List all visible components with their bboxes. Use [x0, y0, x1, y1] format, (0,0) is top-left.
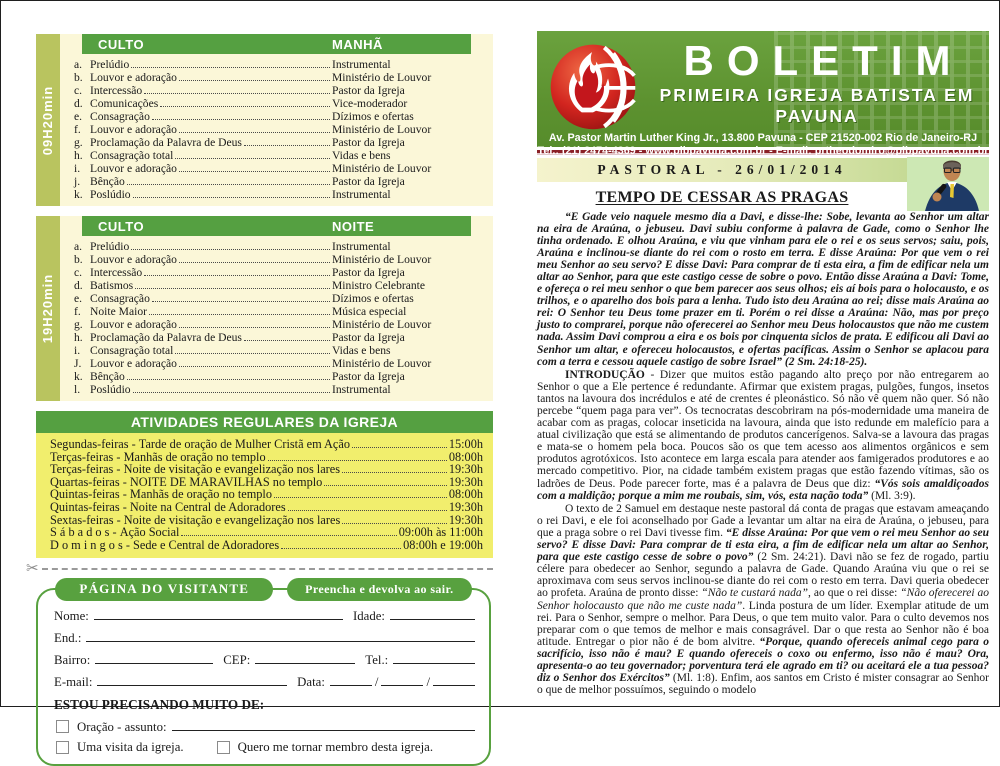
dotted-leader	[144, 84, 330, 94]
dotted-leader	[274, 488, 447, 498]
activity-separator: -	[113, 462, 124, 477]
dotted-leader	[175, 149, 330, 159]
service-panel	[60, 216, 493, 401]
service-row	[60, 318, 493, 331]
activity-day: Quintas-feiras	[50, 499, 120, 514]
service-row	[60, 136, 493, 149]
activity-separator: -	[119, 499, 130, 514]
activity-separator: -	[109, 525, 120, 540]
service-header	[82, 216, 471, 236]
service-header	[82, 34, 471, 54]
text-segment: (2 Sm. 24:21). Davi não se fez de rogado, partiu célere para obedecer ao Senhor, segundo a palavra de Gade. Quando Araúna viu que o rei se aproximava com seus servos inclinou-se diante do rei com o resto em terra. Davi queria obedecer ao profeta. Araúna de pronto disse:	[537, 551, 989, 600]
activity-description: Noite na Central de Adoradores	[129, 499, 286, 514]
activity-separator: -	[113, 512, 124, 527]
visitor-form-title: PÁGINA DO VISITANTE	[55, 578, 273, 601]
activity-description: Noite de visitação e evangelização nos lares	[123, 462, 341, 477]
service-row-letter: c.	[74, 266, 83, 279]
service-row-item: Louvor e adoração	[90, 123, 177, 136]
dotted-leader	[133, 383, 330, 393]
service-row-item: Intercessão	[90, 266, 143, 279]
form-row-prayer	[54, 718, 475, 735]
scissors-icon: ✂	[26, 560, 39, 577]
needs-title: ESTOU PRECISANDO MUITO DE:	[54, 697, 265, 713]
service-row-letter: k.	[74, 370, 83, 383]
service-row-item: Louvor e adoração	[90, 71, 177, 84]
text-segment: (Ml. 1:8). Enfim, aos santos em Cristo é mister consagrar ao Senhor o que de melhor possuímos, seguindo o modelo	[537, 672, 989, 697]
activity-day: Terças-feiras	[50, 462, 114, 477]
service-row-assignee: Instrumental	[332, 240, 391, 253]
prayer-checkbox[interactable]	[56, 720, 69, 733]
church-address: Av. Pastor Martin Luther King Jr., 13.800 Pavuna - CEP 21520-002 Rio de Janeiro-RJ	[548, 132, 978, 144]
service-row-item: Consagração	[90, 292, 150, 305]
visitor-form-tabs	[38, 578, 489, 601]
membership-label: Quero me tornar membro desta igreja.	[237, 740, 434, 755]
service-row-item: Batismos	[90, 279, 134, 292]
activity-row	[50, 438, 483, 451]
service-header-culto: CULTO	[98, 218, 145, 234]
service-row-assignee: Música especial	[332, 305, 407, 318]
service-row-item: Consagração total	[90, 149, 174, 162]
activity-time: 08:00h	[448, 449, 483, 464]
activities-title: ATIVIDADES REGULARES DA IGREJA	[36, 411, 493, 433]
activity-description: Ação Social	[119, 525, 180, 540]
dotted-leader	[268, 451, 447, 461]
service-row	[60, 58, 493, 71]
dotted-leader	[324, 476, 447, 486]
phone-label: Tel.:	[365, 653, 389, 668]
name-field[interactable]	[94, 607, 343, 620]
pastoral-article	[537, 211, 989, 711]
service-row-assignee: Instrumental	[332, 188, 391, 201]
dotted-leader	[133, 188, 330, 198]
text-segment: “E disse Araúna: Por que vem o rei meu Senhor ao seu servo? E disse Davi: Para comprar de ti esta eira, a fim de edificar nela um altar ao Senhor, para que este castigo cesse de sobre o povo”	[537, 526, 989, 564]
service-row-assignee: Ministério de Louvor	[332, 318, 432, 331]
service-row-letter: e.	[74, 292, 83, 305]
pastoral-header	[537, 158, 989, 207]
service-row-letter: f.	[74, 123, 81, 136]
text-segment: O texto de 2 Samuel em destaque neste pastoral dá conta de pragas que estavam ameaçando o rei Davi, e ele foi aconselhado por Gade a levantar um altar na eira de Araúna, o jebuseu, para que a praga sobre o rei Davi tivesse fim.	[537, 502, 989, 539]
membership-checkbox[interactable]	[217, 741, 230, 754]
service-header-period: NOITE	[332, 218, 375, 234]
service-row-item: Poslúdio	[90, 383, 131, 396]
service-row	[60, 266, 493, 279]
activities-list	[36, 433, 493, 558]
activity-day: Quartas-feiras	[50, 474, 120, 489]
service-row-letter: i.	[74, 344, 81, 357]
service-row-assignee: Vice-moderador	[332, 97, 408, 110]
service-row-assignee: Instrumental	[332, 383, 391, 396]
text-segment: “Vós sois amaldiçoados com a maldição; porque a mim me roubais, sim, vós, esta nação toda”	[537, 477, 989, 502]
date-month-field[interactable]	[381, 673, 423, 686]
service-row-letter: a.	[74, 240, 83, 253]
activity-row	[50, 526, 483, 539]
age-field[interactable]	[390, 607, 475, 620]
service-row-assignee: Dízimos e ofertas	[332, 110, 414, 123]
activity-time: 08:00h	[448, 487, 483, 502]
dotted-leader	[179, 162, 330, 172]
activity-day: Terças-feiras	[50, 449, 114, 464]
service-row-item: Prelúdio	[90, 240, 130, 253]
service-row-letter: g.	[74, 136, 83, 149]
activity-description: NOITE DE MARAVILHAS no templo	[129, 474, 323, 489]
service-row-letter: i.	[74, 162, 81, 175]
email-label: E-mail:	[54, 675, 93, 690]
pastoral-date-bar: PASTORAL - 26/01/2014	[537, 158, 907, 182]
service-row	[60, 344, 493, 357]
service-row	[60, 383, 493, 396]
service-row-item: Proclamação da Palavra de Deus	[90, 331, 242, 344]
service-row-item: Bênção	[90, 175, 125, 188]
district-label: Bairro:	[54, 653, 91, 668]
service-row-assignee: Vidas e bens	[332, 149, 391, 162]
service-time-label: 19H20min	[40, 273, 56, 344]
service-row-letter: a.	[74, 58, 83, 71]
service-row-item: Louvor e adoração	[90, 253, 177, 266]
activity-time: 15:00h	[448, 437, 483, 451]
service-row-item: Consagração total	[90, 344, 174, 357]
activity-separator: -	[119, 487, 130, 502]
visit-checkbox[interactable]	[56, 741, 69, 754]
service-row	[60, 253, 493, 266]
district-field[interactable]	[95, 651, 213, 664]
service-row-item: Louvor e adoração	[90, 357, 177, 370]
email-field[interactable]	[97, 673, 287, 686]
service-row-assignee: Pastor da Igreja	[332, 136, 405, 149]
service-row-assignee: Ministério de Louvor	[332, 162, 432, 175]
activity-separator: -	[128, 437, 139, 451]
date-separator: /	[426, 675, 430, 690]
service-row-assignee: Ministério de Louvor	[332, 123, 432, 136]
activity-description: Tarde de oração de Mulher Cristã em Ação	[138, 437, 350, 451]
service-row	[60, 331, 493, 344]
dotted-leader	[131, 58, 330, 68]
service-row-letter: j.	[74, 175, 81, 188]
dotted-leader	[179, 357, 330, 367]
service-row-item: Noite Maior	[90, 305, 147, 318]
service-row	[60, 292, 493, 305]
dotted-leader	[179, 123, 330, 133]
prayer-subject-field[interactable]	[172, 718, 475, 731]
service-row	[60, 123, 493, 136]
service-row-item: Louvor e adoração	[90, 162, 177, 175]
activity-time: 19:30h	[448, 499, 483, 514]
service-row-item: Bênção	[90, 370, 125, 383]
activity-separator: -	[122, 537, 134, 552]
dotted-leader	[175, 344, 330, 354]
activity-row	[50, 501, 483, 514]
activity-day: Quintas-feiras	[50, 487, 120, 502]
service-row-item: Proclamação da Palavra de Deus	[90, 136, 242, 149]
service-row-letter: g.	[74, 318, 83, 331]
text-segment: “Não te custará nada”	[701, 587, 809, 600]
service-row-assignee: Pastor da Igreja	[332, 175, 405, 188]
visitor-form-instruction: Preencha e devolva ao sair.	[287, 578, 471, 601]
service-row-item: Comunicações	[90, 97, 159, 110]
service-time-label: 09H20min	[40, 85, 56, 155]
service-table-night	[36, 216, 493, 401]
dotted-leader	[179, 71, 330, 81]
zip-label: CEP:	[223, 653, 251, 668]
service-time-strip	[36, 216, 60, 401]
text-segment: “Porque, quando ofereceis animal cego para o sacrifício, isso não é mau? E quando ofereceis o coxo ou enfermo, isso não é mau? Ora, apresenta-o ao teu governador; porventura terá ele agrado em ti? ou aceitará ele a tua pessoa? diz o Senhor dos Exércitos”	[537, 635, 989, 685]
activity-description: Manhãs de oração no templo	[129, 487, 272, 502]
service-row-letter: J.	[74, 357, 82, 370]
service-row-assignee: Pastor da Igreja	[332, 84, 405, 97]
dashed-cut-rule	[42, 568, 493, 570]
service-row-item: Consagração	[90, 110, 150, 123]
service-time-strip	[36, 34, 60, 206]
dotted-leader	[127, 370, 330, 380]
service-header-culto: CULTO	[98, 36, 145, 52]
service-row	[60, 84, 493, 97]
church-name: PRIMEIRA IGREJA BATISTA EM PAVUNA	[659, 85, 975, 126]
form-row-district	[54, 651, 475, 668]
dotted-leader	[288, 501, 447, 511]
service-row-assignee: Pastor da Igreja	[332, 266, 405, 279]
article-paragraph	[537, 503, 989, 697]
form-row-address	[54, 629, 475, 646]
service-row-assignee: Instrumental	[332, 58, 391, 71]
service-row-item: Intercessão	[90, 84, 143, 97]
text-segment: - Dizer que muitos estão pagando alto preço por não entregarem ao Senhor o que a Ele pertence é redundante. Afirmar que existem pragas, pulgões, fungos, insetos tantos na lavoura dos incrédulos e até de crentes é pleonástico. Só não vê quem não quer. Só não percebe “quem paga para ver”. Os tecnocratas descobriram na pós-modernidade uma maneira de acabar com as pragas, colocar inseticida na lavoura, ainda que isto redunde em malefício para a atual civilização que está se alimentando de produtos cancerígenos. Salva-se a lavoura das pragas e mata-se o homem pela boca. Poucos são os que tem acesso aos alimentos orgânicos e sem produtos agrotóxicos. Isto acontece em larga escala para atender aos famigerados produtores e ao mercado competitivo. Pior, na cidade também existem pragas que estão fazendo vítimas, são os ladrões de Deus. Pode parecer forte, mas é a palavra de Deus que diz:	[537, 368, 989, 490]
article-title: TEMPO DE CESSAR AS PRAGAS	[595, 188, 849, 206]
activity-time: 19:30h	[448, 512, 483, 527]
activity-description: Noite de visitação e evangelização nos lares	[123, 512, 341, 527]
dotted-leader	[160, 97, 330, 107]
form-row-email	[54, 673, 475, 690]
service-header-period: MANHÃ	[332, 36, 383, 52]
date-day-field[interactable]	[330, 673, 372, 686]
cut-line	[26, 562, 493, 576]
text-segment: INTRODUÇÃO	[565, 368, 645, 381]
pastor-photo	[907, 157, 989, 211]
dotted-leader	[135, 279, 330, 289]
service-row-assignee: Pastor da Igreja	[332, 331, 405, 344]
activity-separator: -	[119, 474, 130, 489]
service-row-letter: h.	[74, 331, 83, 344]
dotted-leader	[179, 253, 330, 263]
activities-section	[36, 411, 493, 558]
article-paragraph	[537, 369, 989, 502]
activity-description: Sede e Central de Adoradores	[133, 537, 280, 552]
masthead	[537, 31, 989, 157]
activity-day: Sextas-feiras	[50, 512, 114, 527]
right-column	[510, 1, 999, 706]
service-row-assignee: Vidas e bens	[332, 344, 391, 357]
service-row	[60, 162, 493, 175]
service-row-assignee: Ministério de Louvor	[332, 253, 432, 266]
age-label: Idade:	[353, 609, 385, 624]
dotted-leader	[181, 526, 396, 536]
service-row	[60, 175, 493, 188]
service-row-letter: e.	[74, 110, 83, 123]
dotted-leader	[342, 463, 447, 473]
service-row-item: Poslúdio	[90, 188, 131, 201]
activity-time: 09:00h às 11:00h	[398, 525, 483, 540]
service-row-letter: k.	[74, 188, 83, 201]
service-row	[60, 188, 493, 201]
address-label: End.:	[54, 631, 82, 646]
activity-day: D o m i n g o s	[50, 537, 123, 552]
service-row-letter: b.	[74, 71, 83, 84]
article-paragraph	[537, 211, 989, 368]
service-rows	[60, 54, 493, 201]
dotted-leader	[244, 331, 330, 341]
service-row-letter: b.	[74, 253, 83, 266]
text-segment: (Ml. 3:9).	[868, 489, 916, 502]
activity-separator: -	[113, 449, 124, 464]
activity-row	[50, 463, 483, 476]
service-row-assignee: Pastor da Igreja	[332, 370, 405, 383]
service-row	[60, 240, 493, 253]
left-column	[1, 1, 510, 755]
service-rows	[60, 236, 493, 396]
dotted-leader	[179, 318, 330, 328]
zip-field[interactable]	[255, 651, 355, 664]
service-row-assignee: Ministro Celebrante	[332, 279, 426, 292]
form-row-name	[54, 607, 475, 624]
dotted-leader	[352, 438, 447, 448]
service-row-item: Prelúdio	[90, 58, 130, 71]
service-row	[60, 305, 493, 318]
activity-time: 19:30h	[448, 462, 483, 477]
service-row-item: Louvor e adoração	[90, 318, 177, 331]
text-segment: “E Gade veio naquele mesmo dia a Davi, e disse-lhe: Sobe, levanta ao Senhor um altar na eira de Araúna, o jebuseu. Davi subiu conforme à palavra de Gade, como o Senhor lhe tinha ordenado. E olhou Araúna, e viu que vinham para ele o rei e os seus servos; saiu, pois, Araúna e inclinou-se diante do rei com o rosto em terra. E disse Araúna: Por que vem o rei meu Senhor ao seu servo? E disse Davi: Para comprar de ti esta eira, a fim de edificar nela um altar ao Senhor, para que este castigo cesse de sobre o povo. Então disse Araúna a Davi: Tome, e ofereça o rei meu senhor o que bem parecer aos seus olhos; eis aí bois para o holocausto, e os trilhos, e o aparelho dos bois para a lenha. Tudo isto deu Araúna ao rei; disse mais Araúna ao rei: O Senhor teu Deus tome prazer em ti. Porém o rei disse a Araúna: Não, mas por preço justo to comprarei, porque não oferecerei ao Senhor meu Deus holocaustos que não me custem nada. Assim Davi comprou a eira e os bois por cinquenta siclos de prata. E edificou ali Davi ao Senhor um altar, e ofereceu holocaustos, e ofertas pacíficas. Assim o Senhor se aplacou para com a terra e cessou aquele castigo de sobre Israel” (2 Sm. 24:18-25).	[537, 210, 990, 368]
address-field[interactable]	[86, 629, 475, 642]
dotted-leader	[152, 292, 330, 302]
service-row-assignee: Ministério de Louvor	[332, 357, 432, 370]
dotted-leader	[131, 240, 330, 250]
bulletin-title: BOLETIM	[683, 37, 964, 84]
dotted-leader	[144, 266, 330, 276]
service-row-letter: d.	[74, 279, 83, 292]
church-logo-icon	[546, 39, 640, 133]
dotted-leader	[152, 110, 330, 120]
activity-time: 19:30h	[448, 474, 483, 489]
dotted-leader	[149, 305, 330, 315]
service-row-letter: d.	[74, 97, 83, 110]
dotted-leader	[342, 514, 447, 524]
visitor-form	[36, 581, 491, 766]
service-row	[60, 110, 493, 123]
dotted-leader	[281, 539, 401, 549]
activity-description: Manhãs de oração no templo	[123, 449, 266, 464]
service-row-letter: f.	[74, 305, 81, 318]
service-row-assignee: Ministério de Louvor	[332, 71, 432, 84]
form-row-visit-member	[54, 740, 475, 755]
dotted-leader	[127, 175, 330, 185]
service-row-letter: l.	[74, 383, 81, 396]
activity-day: S á b a d o s	[50, 525, 110, 540]
dotted-leader	[244, 136, 330, 146]
visit-label: Uma visita da igreja.	[77, 740, 184, 755]
service-row	[60, 97, 493, 110]
service-row	[60, 357, 493, 370]
service-row	[60, 370, 493, 383]
date-label: Data:	[297, 675, 325, 690]
activity-time: 08:00h e 19:00h	[403, 537, 483, 552]
service-row	[60, 149, 493, 162]
text-segment: “Não oferecerei ao Senhor holocausto que não me custe nada”	[537, 587, 990, 612]
service-panel	[60, 34, 493, 206]
text-segment: . Linda postura de um líder. Exemplar atitude de um rei. Para o Senhor, sempre o melhor. Para Deus, o que tem muito valor. Para o culto devemos nos preparar com o que temos de melhor e mais consagrável. Dar o que resta ao Senhor não é boa atitude. Entregar o pior não é de bom alvitre.	[537, 599, 989, 648]
service-table-morning	[36, 34, 493, 206]
service-row	[60, 279, 493, 292]
activity-row	[50, 539, 483, 552]
activity-day: Segundas-feiras	[50, 437, 129, 451]
service-tables	[36, 34, 493, 401]
prayer-label: Oração - assunto:	[77, 720, 167, 735]
name-label: Nome:	[54, 609, 89, 624]
text-segment: , ao que o rei disse:	[808, 587, 901, 600]
service-row-assignee: Dízimos e ofertas	[332, 292, 414, 305]
church-contact: Tel.: (21) 2474-4369 - www.pibpavuna.com.br - E-mail: prtheodomiro@pibpavuna.com.br	[537, 145, 989, 157]
service-row	[60, 71, 493, 84]
phone-field[interactable]	[393, 651, 475, 664]
service-row-letter: c.	[74, 84, 83, 97]
date-separator: /	[374, 675, 379, 690]
service-row-letter: h.	[74, 149, 83, 162]
date-year-field[interactable]	[433, 673, 475, 686]
